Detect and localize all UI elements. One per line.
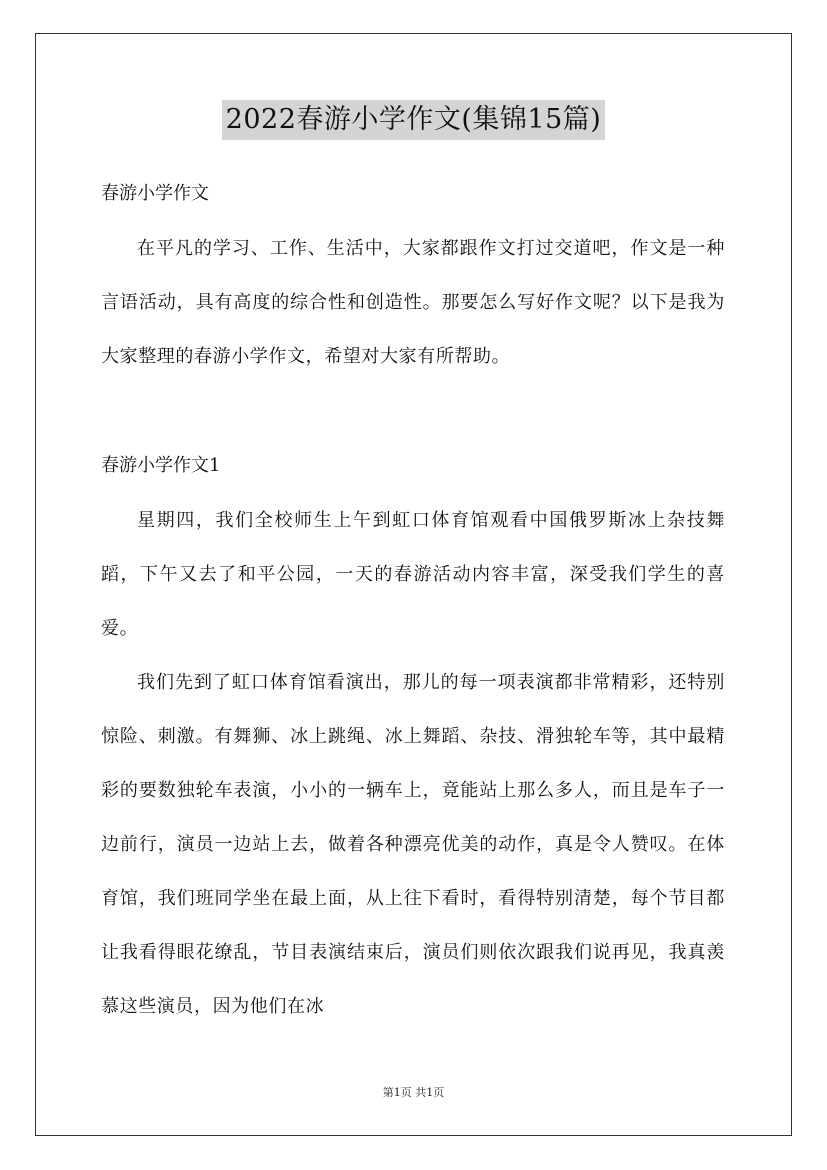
intro-paragraph: 在平凡的学习、工作、生活中，大家都跟作文打过交道吧，作文是一种言语活动，具有高度的综合性和创造性。那要怎么写好作文呢？以下是我为大家整理的春游小学作文，希望对大家有所帮助。 — [101, 238, 725, 367]
title-container — [0, 100, 827, 140]
document-title: 2022春游小学作文(集锦15篇) — [222, 100, 606, 140]
section1-paragraph-2: 我们先到了虹口体育馆看演出，那儿的每一项表演都非常精彩，还特别惊险、刺激。有舞狮、冰上跳绳、冰上舞蹈、杂技、滑独轮车等，其中最精彩的要数独轮车表演，小小的一辆车上，竟能站上那么多人，而且是车子一边前行，演员一边站上去，做着各种漂亮优美的动作，真是令人赞叹。在体育馆，我们班同学坐在最上面，从上往下看时，看得特别清楚，每个节目都让我看得眼花缭乱，节目表演结束后，演员们则依次跟我们说再见，我真羡慕这些演员，因为他们在冰 — [101, 672, 725, 1017]
document-body — [101, 166, 725, 1034]
section-spacer — [101, 384, 725, 438]
section1-heading: 春游小学作文1 — [101, 455, 221, 476]
section1-paragraph-1: 星期四，我们全校师生上午到虹口体育馆观看中国俄罗斯冰上杂技舞蹈，下午又去了和平公园，一天的春游活动内容丰富，深受我们学生的喜爱。 — [101, 510, 725, 639]
intro-heading: 春游小学作文 — [101, 183, 209, 204]
page-footer: 第1页 共1页 — [382, 1086, 445, 1099]
